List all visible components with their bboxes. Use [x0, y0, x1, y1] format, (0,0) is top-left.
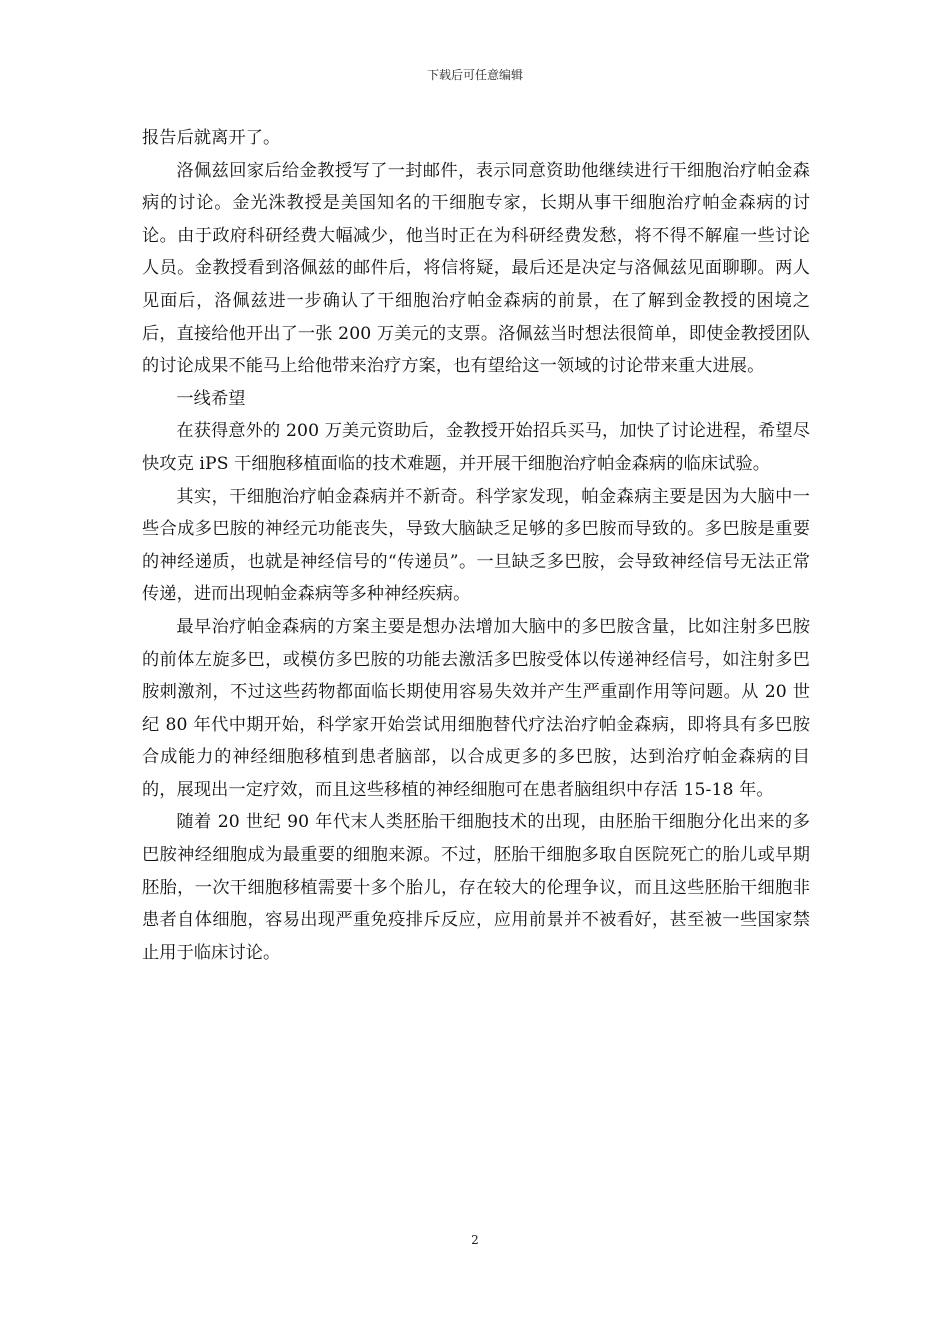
- page-header: 下载后可任意编辑: [426, 68, 523, 82]
- paragraph: 最早治疗帕金森病的方案主要是想办法增加大脑中的多巴胺含量，比如注射多巴胺的前体左旋多巴，或模仿多巴胺的功能去激活多巴胺受体以传递神经信号，如注射多巴胺刺激剂，不过这些药物都面临长期使用容易失效并产生严重副作用等问题。从 20 世纪 80 年代中期开始，科学家开始尝试用细胞替代疗法治疗帕金森病，即将具有多巴胺合成能力的神经细胞移植到患者脑部，以合成更多的多巴胺，达到治疗帕金森病的目的，展现出一定疗效，而且这些移植的神经细胞可在患者脑组织中存活 15-18 年。: [142, 616, 810, 800]
- body-text: [142, 122, 810, 969]
- paragraph: 在获得意外的 200 万美元资助后，金教授开始招兵买马，加快了讨论进程，希望尽快攻克 iPS 干细胞移植面临的技术难题，并开展干细胞治疗帕金森病的临床试验。: [142, 421, 810, 474]
- paragraph-continuation: 报告后就离开了。: [142, 128, 281, 148]
- section-heading: 一线希望: [176, 388, 246, 409]
- paragraph: 随着 20 世纪 90 年代末人类胚胎干细胞技术的出现，由胚胎干细胞分化出来的多巴胺神经细胞成为最重要的细胞来源。不过，胚胎干细胞多取自医院死亡的胎儿或早期胚胎，一次干细胞移植需要十多个胎儿，存在较大的伦理争议，而且这些胚胎干细胞非患者自体细胞，容易出现严重免疫排斥反应，应用前景并不被看好，甚至被一些国家禁止用于临床讨论。: [142, 812, 810, 963]
- paragraph: 洛佩兹回家后给金教授写了一封邮件，表示同意资助他继续进行干细胞治疗帕金森病的讨论。金光洙教授是美国知名的干细胞专家，长期从事干细胞治疗帕金森病的讨论。由于政府科研经费大幅减少，他当时正在为科研经费发愁，将不得不解雇一些讨论人员。金教授看到洛佩兹的邮件后，将信将疑，最后还是决定与洛佩兹见面聊聊。两人见面后，洛佩兹进一步确认了干细胞治疗帕金森病的前景，在了解到金教授的困境之后，直接给他开出了一张 200 万美元的支票。洛佩兹当时想法很简单，即使金教授团队的讨论成果不能马上给他带来治疗方案，也有望给这一领域的讨论带来重大进展。: [142, 160, 810, 377]
- paragraph: 其实，干细胞治疗帕金森病并不新奇。科学家发现，帕金森病主要是因为大脑中一些合成多巴胺的神经元功能丧失，导致大脑缺乏足够的多巴胺而导致的。多巴胺是重要的神经递质，也就是神经信号的“传递员”。一旦缺乏多巴胺，会导致神经信号无法正常传递，进而出现帕金森病等多种神经疾病。: [142, 486, 810, 605]
- page-number: 2: [471, 1233, 479, 1247]
